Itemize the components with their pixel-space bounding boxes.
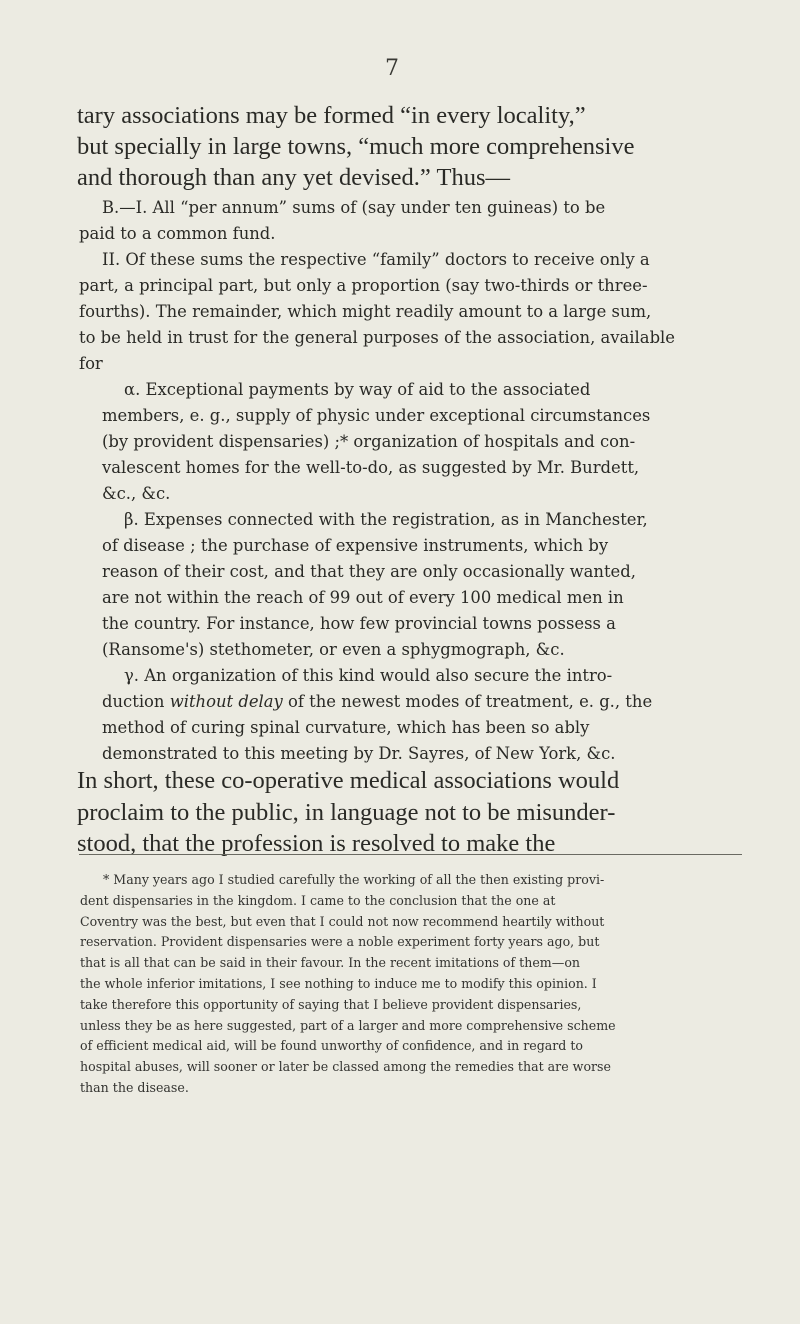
text-line: γ. An organization of this kind would also secure the intro- <box>124 666 613 685</box>
paragraph-beta <box>79 507 745 663</box>
footnote-divider <box>79 854 742 855</box>
text-line: (Ransome's) stethometer, or even a sphygmograph, &c. <box>102 640 565 659</box>
text-span: duction <box>102 692 170 711</box>
text-line: unless they be as here suggested, part of a larger and more comprehensive scheme <box>80 1017 616 1033</box>
text-line: to be held in trust for the general purposes of the association, available <box>79 328 676 347</box>
text-line: the country. For instance, how few provincial towns possess a <box>102 614 616 633</box>
text-line: take therefore this opportunity of saying that I believe provident dispensaries, <box>80 996 582 1012</box>
text-line: hospital abuses, will sooner or later be classed among the remedies that are worse <box>80 1059 611 1075</box>
closing-paragraph <box>77 765 737 860</box>
text-line: demonstrated to this meeting by Dr. Sayres, of New York, &c. <box>102 744 616 763</box>
text-line: the whole inferior imitations, I see nothing to induce me to modify this opinion. I <box>80 975 597 991</box>
text-line: fourths). The remainder, which might readily amount to a large sum, <box>79 302 652 321</box>
text-span: of the newest modes of treatment, e. g., the <box>282 692 653 711</box>
paragraph-b-i <box>79 195 745 247</box>
text-line: reason of their cost, and that they are only occasionally wanted, <box>102 562 636 581</box>
text-line: for <box>79 354 103 373</box>
text-line: are not within the reach of 99 out of every 100 medical men in <box>102 588 624 607</box>
text-line <box>79 689 745 715</box>
text-line: reservation. Provident dispensaries were a noble experiment forty years ago, but <box>80 934 600 950</box>
footnote <box>80 870 744 1099</box>
text-line: than the disease. <box>80 1079 189 1095</box>
text-line: members, e. g., supply of physic under exceptional circumstances <box>102 406 651 425</box>
text-line: (by provident dispensaries) ;* organization of hospitals and con- <box>102 432 636 451</box>
page-number: 7 <box>385 56 399 81</box>
text-line: In short, these co-operative medical associations would <box>77 767 620 794</box>
text-line: of disease ; the purchase of expensive instruments, which by <box>102 536 609 555</box>
paragraph-alpha <box>79 377 745 507</box>
text-line: and thorough than any yet devised.” Thus— <box>77 164 510 191</box>
text-line: paid to a common fund. <box>79 224 276 243</box>
text-line: II. Of these sums the respective “family” doctors to receive only a <box>102 250 650 269</box>
emphasis-text: without delay <box>169 692 283 711</box>
text-line: method of curing spinal curvature, which has been so ably <box>102 718 590 737</box>
text-line: of efficient medical aid, will be found unworthy of confidence, and in regard to <box>80 1038 583 1054</box>
text-line: β. Expenses connected with the registration, as in Manchester, <box>124 510 648 529</box>
text-line: valescent homes for the well-to-do, as suggested by Mr. Burdett, <box>102 458 640 477</box>
text-line: α. Exceptional payments by way of aid to the associated <box>124 380 591 399</box>
text-line: proclaim to the public, in language not to be misunder- <box>77 798 616 826</box>
text-line: stood, that the profession is resolved to make the <box>77 830 556 857</box>
text-line: that is all that can be said in their favour. In the recent imitations of them—on <box>80 955 581 971</box>
text-line: part, a principal part, but only a proportion (say two-thirds or three- <box>79 276 648 295</box>
paragraph-ii <box>79 247 745 377</box>
text-line: * Many years ago I studied carefully the working of all the then existing provi- <box>103 872 605 887</box>
text-line: but specially in large towns, “much more comprehensive <box>77 133 635 160</box>
paragraph-gamma <box>79 663 745 767</box>
text-line: tary associations may be formed “in every locality,” <box>77 102 586 129</box>
text-line: B.—I. All “per annum” sums of (say under ten guineas) to be <box>102 198 606 217</box>
lead-paragraph <box>77 100 737 193</box>
text-line: &c., &c. <box>102 484 171 503</box>
text-line: Coventry was the best, but even that I could not now recommend heartily without <box>80 913 605 929</box>
text-line: dent dispensaries in the kingdom. I came to the conclusion that the one at <box>80 892 556 908</box>
